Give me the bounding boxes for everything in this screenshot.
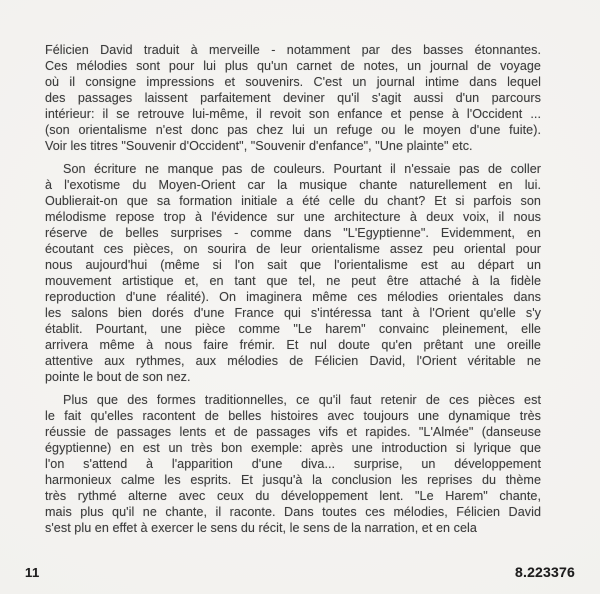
text-line: arrivera même à nous faire frémir. Et nul doute qu'en prêtant une oreille	[45, 338, 541, 352]
text-line: pointe le bout de son nez.	[45, 370, 191, 384]
text-line: les salons bien dorés d'une France qui s'intéressa tant à l'Orient qu'elle s'y	[45, 306, 541, 320]
text-line: mouvement artistique et, en tant que tel, ne peut être attaché à la fidèle	[45, 274, 541, 288]
body-text	[45, 42, 541, 543]
text-line: Oublierait-on que sa formation initiale a été celle du chant? Et si parfois son	[45, 194, 541, 208]
text-line: s'est plu en effet à exercer le sens du récit, le sens de la narration, et en cela	[45, 521, 477, 535]
page-footer	[25, 564, 575, 580]
text-line: à l'exotisme du Moyen-Orient car la musique chante naturellement en lui.	[45, 178, 541, 192]
text-line: mélodisme repose trop à l'évidence sur une architecture à deux voix, il nous	[45, 210, 541, 224]
text-line: égyptienne) en est un très bon exemple: après une introduction si lyrique que	[45, 441, 541, 455]
text-line: Ces mélodies sont pour lui plus qu'un carnet de notes, un journal de voyage	[45, 59, 541, 73]
text-line: reproduction d'une réalité). On imaginera même ces mélodies orientales dans	[45, 290, 541, 304]
text-line: réserve de belles surprises - comme dans "L'Egyptienne". Evidemment, en	[45, 226, 541, 240]
text-line: très rythmé alterne avec ceux du développement lent. "Le Harem" chante,	[45, 489, 541, 503]
text-line: où il consigne impressions et souvenirs. C'est un journal intime dans lequel	[45, 75, 541, 89]
paragraph	[45, 161, 541, 385]
text-line: réussie de passages lents et de passages vifs et rapides. "L'Almée" (danseuse	[45, 425, 541, 439]
text-line: (son orientalisme n'est donc pas chez lui un refuge ou le moyen d'une fuite).	[45, 123, 541, 137]
text-line: des passages laissent parfaitement deviner qu'il s'agit aussi d'un parcours	[45, 91, 541, 105]
text-line: établit. Pourtant, une pièce comme "Le harem" convainc pleinement, elle	[45, 322, 541, 336]
paragraph	[45, 392, 541, 536]
text-line: écoutant ces pièces, on sourira de leur orientalisme assez peu oriental pour	[45, 242, 541, 256]
text-line: le fait qu'elles racontent de belles histoires avec toujours une dynamique très	[45, 409, 541, 423]
text-line: harmonieux calme les esprits. Et jusqu'à la conclusion les reprises du thème	[45, 473, 541, 487]
text-line: attentive aux rythmes, aux mélodies de Félicien David, l'Orient véritable ne	[45, 354, 541, 368]
text-line: Son écriture ne manque pas de couleurs. Pourtant il n'essaie pas de coller	[63, 162, 541, 176]
page-number: 11	[25, 565, 40, 580]
text-line: mais plus qu'il ne chante, il raconte. Dans toutes ces mélodies, Félicien David	[45, 505, 541, 519]
text-line: l'on s'attend à l'apparition d'une diva... surprise, un développement	[45, 457, 541, 471]
text-line: Félicien David traduit à merveille - notamment par des basses étonnantes.	[45, 43, 541, 57]
text-line: nous aujourd'hui (même si l'on sait que l'orientalisme est au départ un	[45, 258, 541, 272]
text-line: Voir les titres "Souvenir d'Occident", "Souvenir d'enfance", "Une plainte" etc.	[45, 139, 473, 153]
text-line: intérieur: il se retrouve lui-même, il revoit son enfance et pense à l'Occident ...	[45, 107, 541, 121]
paragraph	[45, 42, 541, 154]
text-line: Plus que des formes traditionnelles, ce qu'il faut retenir de ces pièces est	[63, 393, 541, 407]
catalog-number: 8.223376	[515, 564, 575, 580]
